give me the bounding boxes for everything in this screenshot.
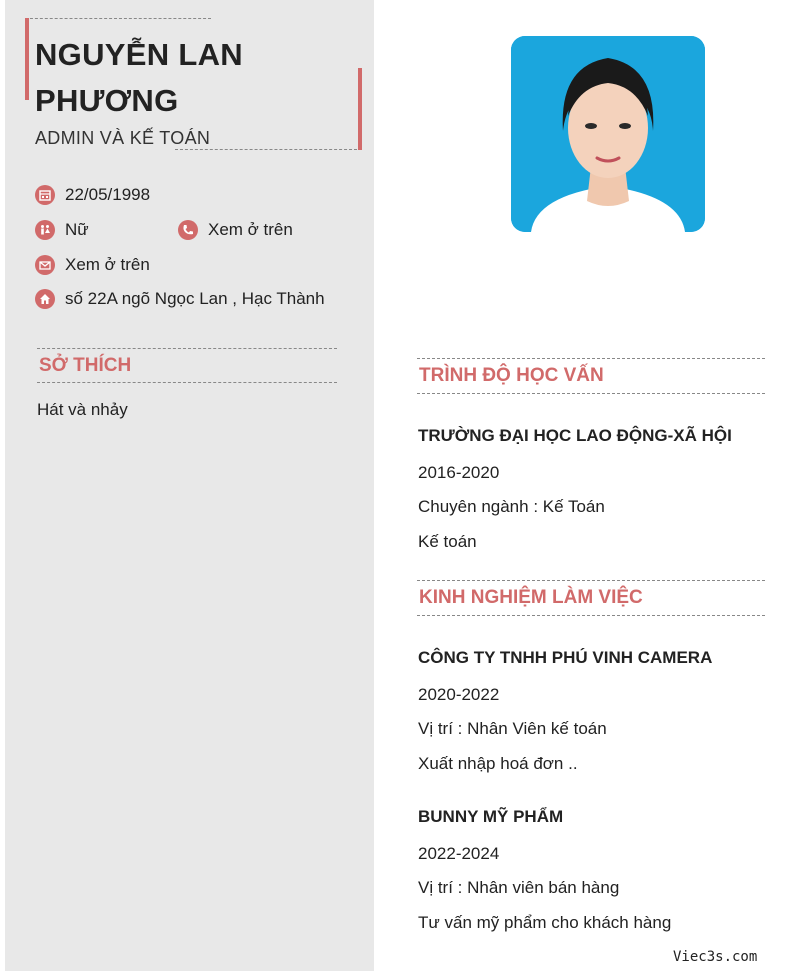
- name-box: [25, 18, 362, 150]
- experience-heading: KINH NGHIỆM LÀM VIỆC: [419, 587, 643, 608]
- full-name: NGUYỄN LAN PHƯƠNG: [35, 37, 243, 118]
- job-1-company: CÔNG TY TNHH PHÚ VINH CAMERA: [418, 648, 713, 667]
- experience-heading-box: [417, 580, 765, 616]
- birth-date: 22/05/1998: [65, 185, 151, 204]
- education-major: Chuyên ngành : Kế Toán: [418, 497, 605, 516]
- education-note: Kế toán: [418, 532, 477, 551]
- job-2-company: BUNNY MỸ PHẨM: [418, 807, 564, 826]
- calendar-icon: [35, 185, 55, 205]
- job-1-description: Xuất nhập hoá đơn ..: [418, 754, 578, 773]
- gender: Nữ: [65, 220, 89, 239]
- gender-icon: [35, 220, 55, 240]
- hobbies-heading: SỞ THÍCH: [39, 355, 132, 376]
- gender-row: [35, 220, 89, 240]
- email-row: [35, 255, 150, 275]
- job-title: ADMIN VÀ KẾ TOÁN: [35, 128, 211, 148]
- hobbies-heading-box: [37, 348, 337, 383]
- job-2-description: Tư vấn mỹ phẩm cho khách hàng: [418, 913, 672, 932]
- portrait-illustration: [511, 36, 705, 232]
- sidebar: [5, 0, 374, 971]
- job-1-period: 2020-2022: [418, 685, 500, 704]
- hobbies-text: Hát và nhảy: [37, 400, 128, 419]
- phone-row: [178, 220, 293, 240]
- education-heading: TRÌNH ĐỘ HỌC VẤN: [419, 365, 604, 386]
- education-school: TRƯỜNG ĐẠI HỌC LAO ĐỘNG-XÃ HỘI: [418, 426, 732, 445]
- watermark: Viec3s.com: [673, 949, 758, 965]
- address: số 22A ngõ Ngọc Lan , Hạc Thành: [65, 289, 325, 308]
- email[interactable]: Xem ở trên: [65, 255, 150, 274]
- mail-icon: [35, 255, 55, 275]
- job-2-position: Vị trí : Nhân viên bán hàng: [418, 878, 620, 897]
- phone[interactable]: Xem ở trên: [208, 220, 293, 239]
- job-1-position: Vị trí : Nhân Viên kế toán: [418, 719, 607, 738]
- name-box-bottom-dash: [175, 149, 357, 150]
- name-box-right-accent: [358, 68, 362, 150]
- birth-date-row: [35, 185, 150, 205]
- name-box-top-dash: [25, 18, 211, 19]
- home-icon: [35, 289, 55, 309]
- education-period: 2016-2020: [418, 463, 500, 482]
- profile-photo: [511, 36, 705, 232]
- job-2-period: 2022-2024: [418, 844, 500, 863]
- phone-icon: [178, 220, 198, 240]
- education-heading-box: [417, 358, 765, 394]
- address-row: [35, 289, 325, 309]
- name-box-left-accent: [25, 18, 29, 100]
